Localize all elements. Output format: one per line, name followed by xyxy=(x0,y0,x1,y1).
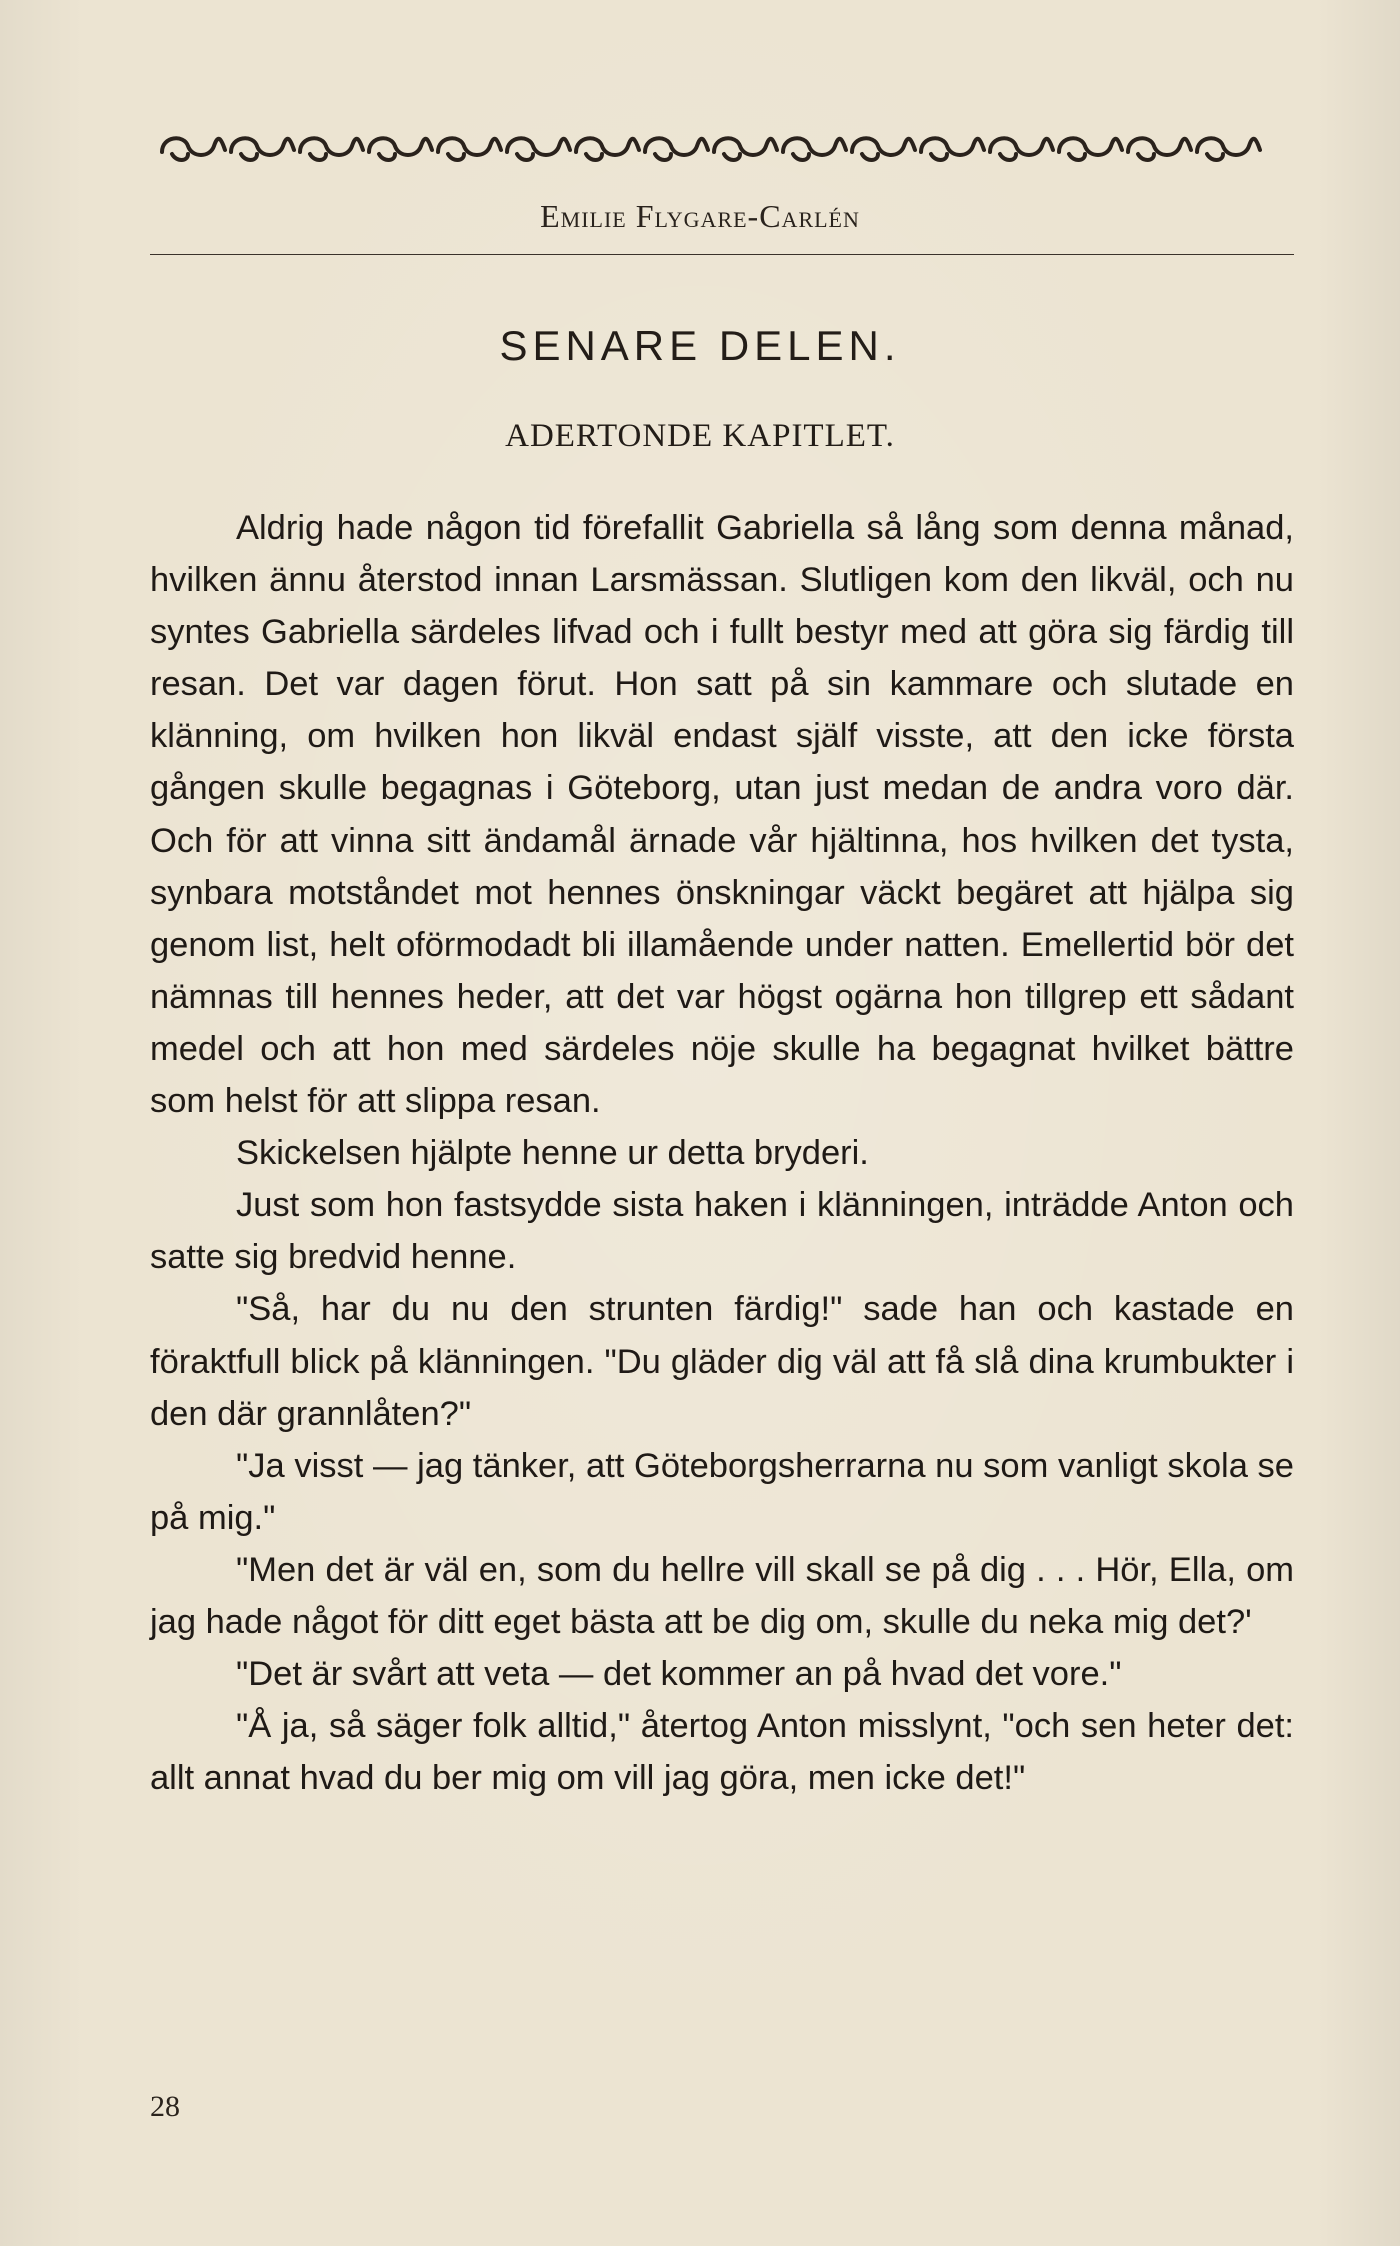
scroll-ornament-curl xyxy=(1138,154,1154,160)
body-text xyxy=(150,502,1294,1804)
paragraph: Just som hon fastsydde sista haken i klänningen, inträdde Anton och satte sig bredvid henne. xyxy=(150,1186,1294,1277)
scroll-ornament-curl xyxy=(448,154,464,160)
chapter-title: ADERTONDE KAPITLET. xyxy=(505,418,895,454)
scroll-ornament-curl xyxy=(1207,154,1223,160)
scroll-ornament-curl xyxy=(241,154,257,160)
decorative-scroll-ornament xyxy=(158,128,1262,168)
scroll-ornament-curl xyxy=(931,154,947,160)
paragraph: "Så, har du nu den strunten färdig!" sade han och kastade en föraktfull blick på klänningen. "Du gläder dig väl att få slå dina krumbukter i den där grannlåten?" xyxy=(150,1290,1294,1433)
page-number: 28 xyxy=(150,2090,180,2123)
paragraph: "Å ja, så säger folk alltid," återtog Anton misslynt, "och sen heter det: allt annat hvad du ber mig om vill jag göra, men icke det!" xyxy=(150,1707,1294,1798)
paragraph: "Det är svårt att veta — det kommer an på hvad det vore." xyxy=(236,1655,1122,1694)
scroll-ornament-curl xyxy=(793,154,809,160)
scroll-ornament-curl xyxy=(586,154,602,160)
scroll-ornament-curl xyxy=(172,154,188,160)
paragraph: "Ja visst — jag tänker, att Göteborgsherrarna nu som vanligt skola se på mig." xyxy=(150,1446,1294,1537)
header-rule xyxy=(150,254,1294,255)
paragraph: Skickelsen hjälpte henne ur detta bryderi. xyxy=(236,1134,869,1173)
scroll-ornament-curl xyxy=(1000,154,1016,160)
scroll-ornament-curl xyxy=(1069,154,1085,160)
scroll-ornament-curl xyxy=(724,154,740,160)
scroll-ornament-curl xyxy=(379,154,395,160)
paragraph: Aldrig hade någon tid förefallit Gabriella så lång som denna månad, hvilken ännu återstod innan Larsmässan. Slutligen kom den likväl, och nu syntes Gabriella särdeles lifvad och i fullt bestyr med att göra sig färdig till resan. Det var dagen förut. Hon satt på sin kammare och slutade en klänning, om hvilken hon likväl endast själf visste, att den icke första gången skulle begagnas i Göteborg, utan just medan de andra voro där. Och för att vinna sitt ändamål ärnade vår hjältinna, hos hvilken det tysta, synbara motståndet mot hennes önskningar väckt begäret att hjälpa sig genom list, helt oförmodadt bli illamående under natten. Emellertid bör det nämnas till hennes heder, att det var högst ogärna hon tillgrep ett sådant medel och att hon med särdeles nöje skulle ha begagnat hvilket bättre som helst för att slippa resan. xyxy=(150,509,1294,1121)
part-title: SENARE DELEN. xyxy=(499,322,901,369)
scroll-ornament-curl xyxy=(862,154,878,160)
paragraph: "Men det är väl en, som du hellre vill skall se på dig . . . Hör, Ella, om jag hade något för ditt eget bästa att be dig om, skulle du neka mig det?' xyxy=(150,1550,1294,1641)
running-head: Emilie Flygare-Carlén xyxy=(540,198,860,234)
scroll-ornament-curl xyxy=(310,154,326,160)
scroll-ornament-curl xyxy=(655,154,671,160)
scroll-ornament-curl xyxy=(517,154,533,160)
